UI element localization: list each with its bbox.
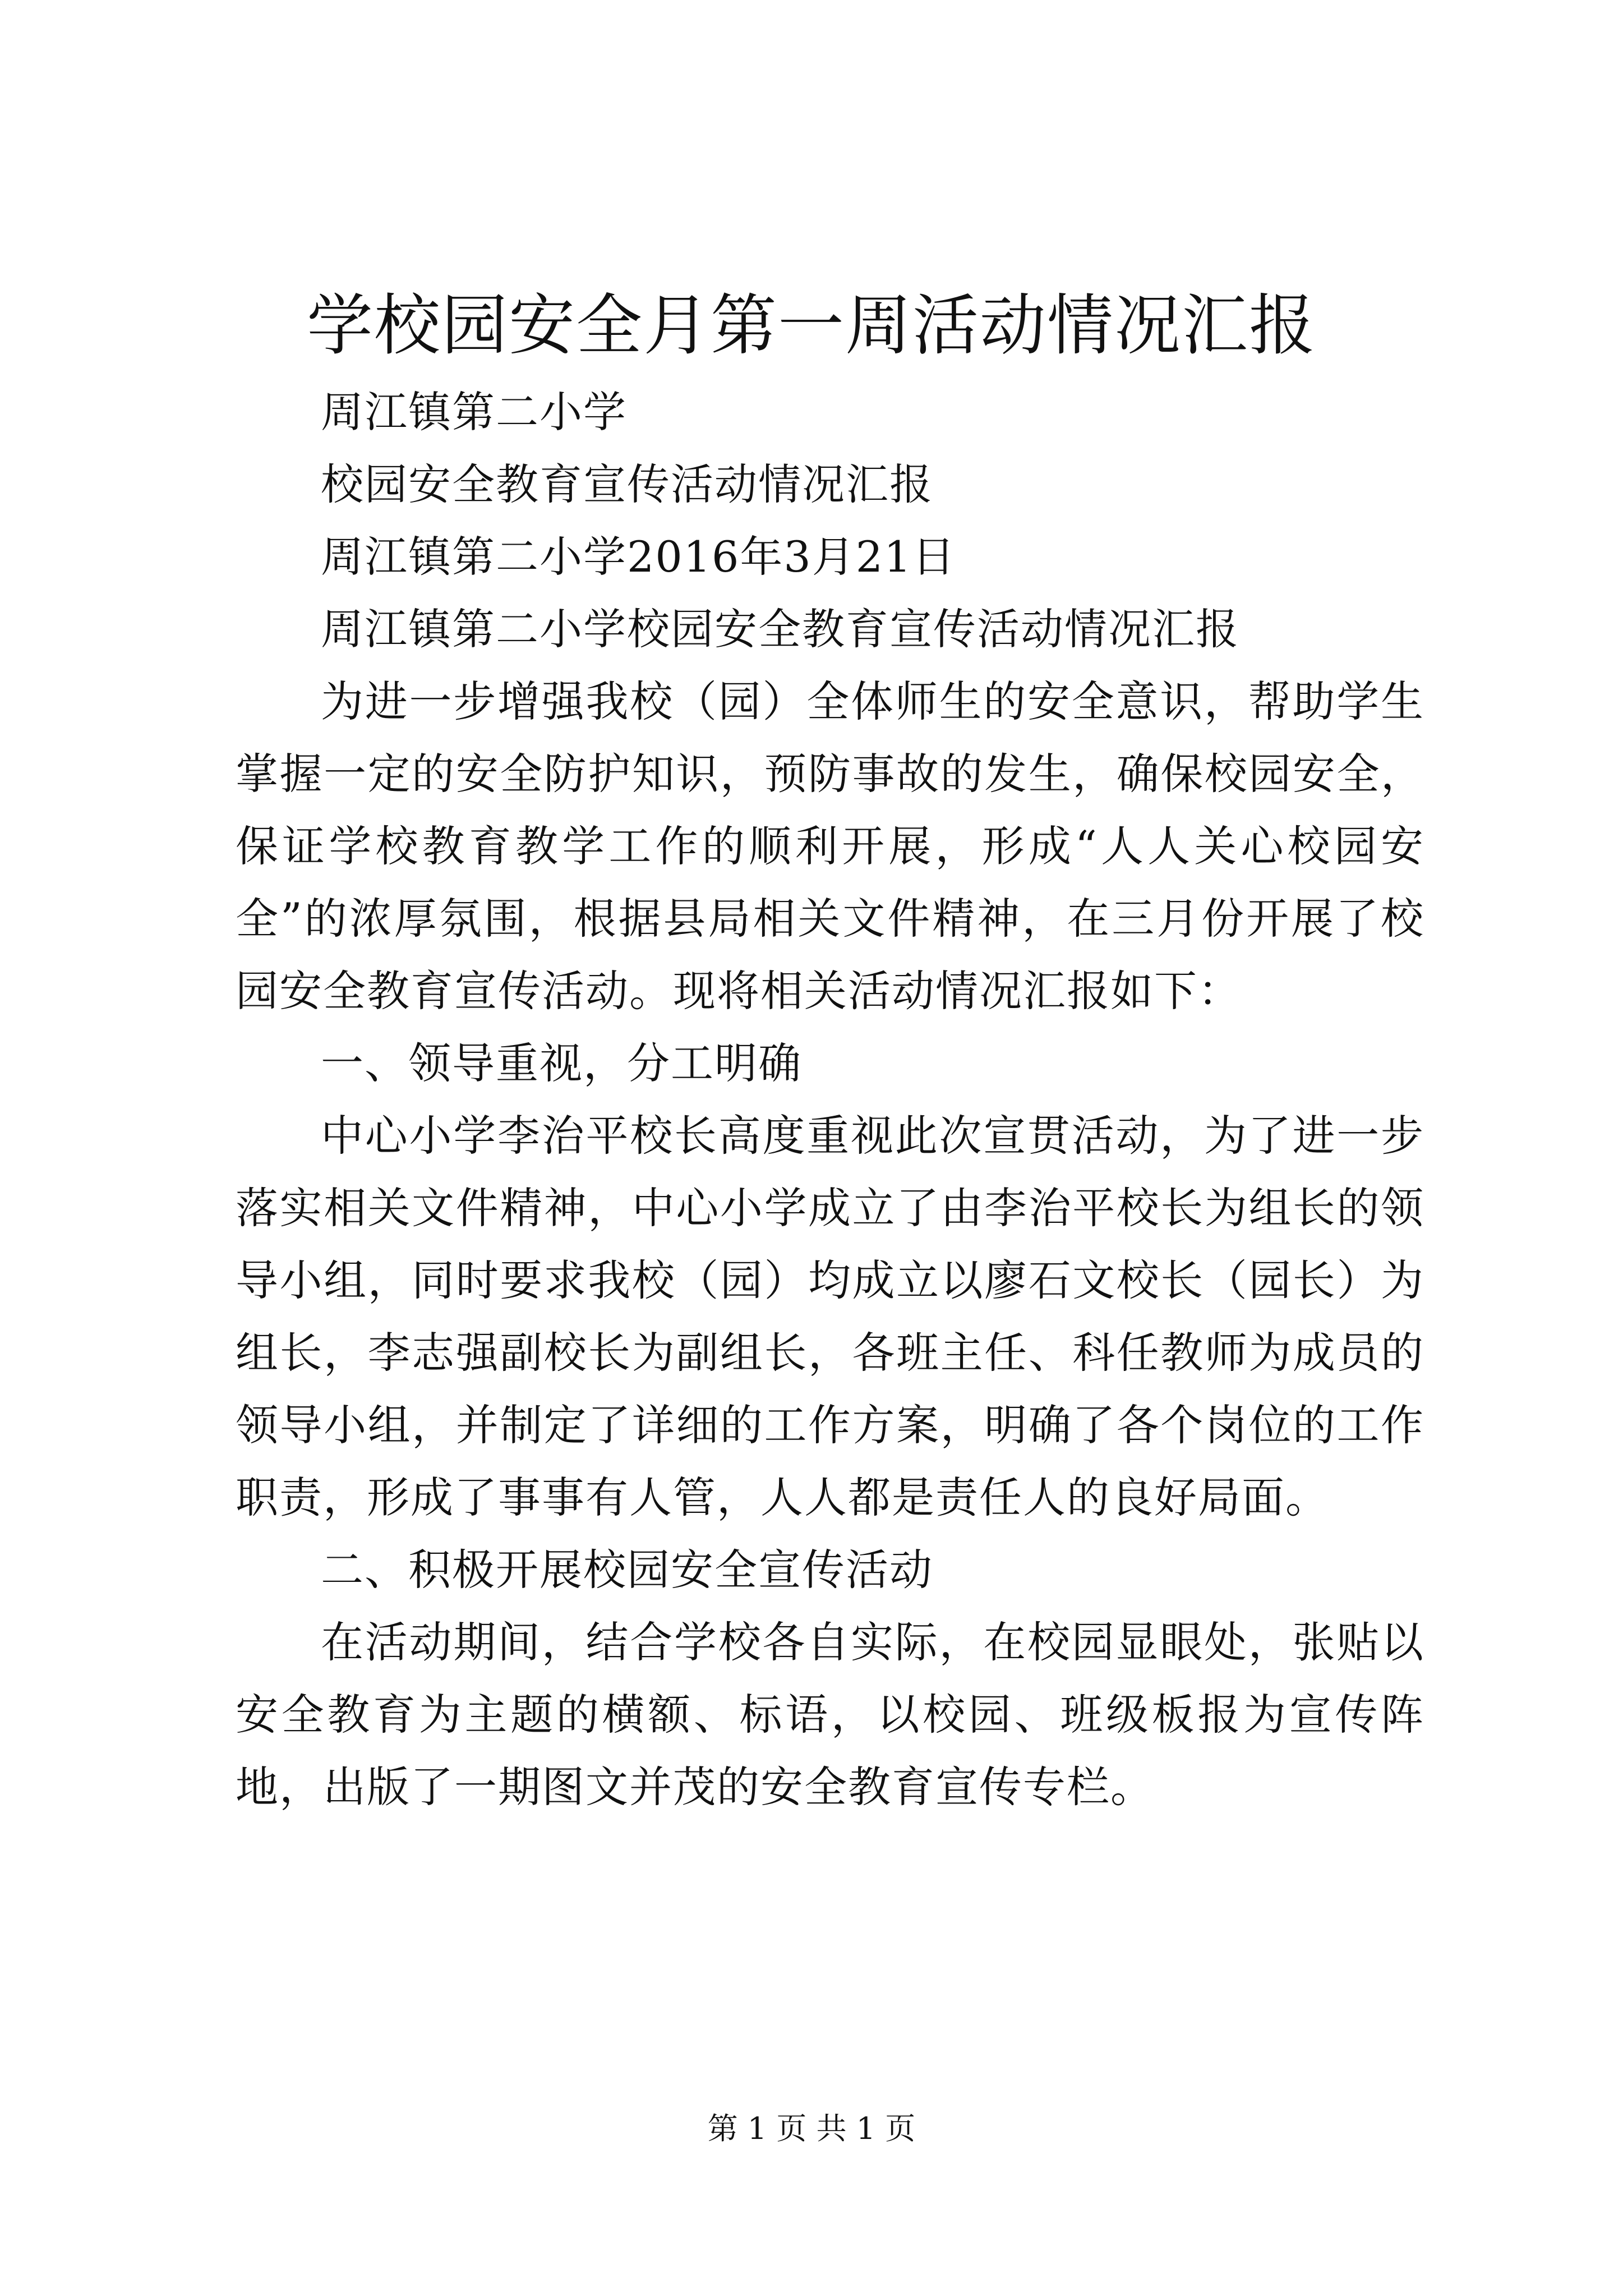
document-title: 学校园安全月第一周活动情况汇报 [306, 287, 1316, 364]
page-footer: 第 1 页 共 1 页 [707, 2111, 916, 2146]
section-heading-publicity: 二、积极开展校园安全宣传活动 [321, 1545, 933, 1595]
paragraph-report-subtitle: 校园安全教育宣传活动情况汇报 [321, 459, 933, 509]
document-body [236, 376, 1424, 1823]
paragraph-introduction: 为进一步增强我校（园）全体师生的安全意识，帮助学生掌握一定的安全防护知识，预防事故的发生，确保校园安全，保证学校教育教学工作的顺利开展，形成“人人关心校园安全”的浓厚氛围，根据县局相关文件精神，在三月份开展了校园安全教育宣传活动。现将相关活动情况汇报如下： [236, 677, 1424, 1016]
paragraph-date-line: 周江镇第二小学2016年3月21日 [321, 532, 956, 582]
paragraph-full-heading: 周江镇第二小学校园安全教育宣传活动情况汇报 [321, 604, 1239, 654]
section-heading-leadership: 一、领导重视，分工明确 [321, 1038, 802, 1088]
paragraph-leadership: 中心小学李治平校长高度重视此次宣贯活动，为了进一步落实相关文件精神，中心小学成立了由李治平校长为组长的领导小组，同时要求我校（园）均成立以廖石文校长（园长）为组长，李志强副校长为副组长，各班主任、科任教师为成员的领导小组，并制定了详细的工作方案，明确了各个岗位的工作职责，形成了事事有人管，人人都是责任人的良好局面。 [236, 1111, 1424, 1522]
paragraph-publicity: 在活动期间，结合学校各自实际，在校园显眼处，张贴以安全教育为主题的横额、标语，以校园、班级板报为宣传阵地，出版了一期图文并茂的安全教育宣传专栏。 [236, 1617, 1424, 1812]
paragraph-school-name: 周江镇第二小学 [321, 387, 627, 437]
